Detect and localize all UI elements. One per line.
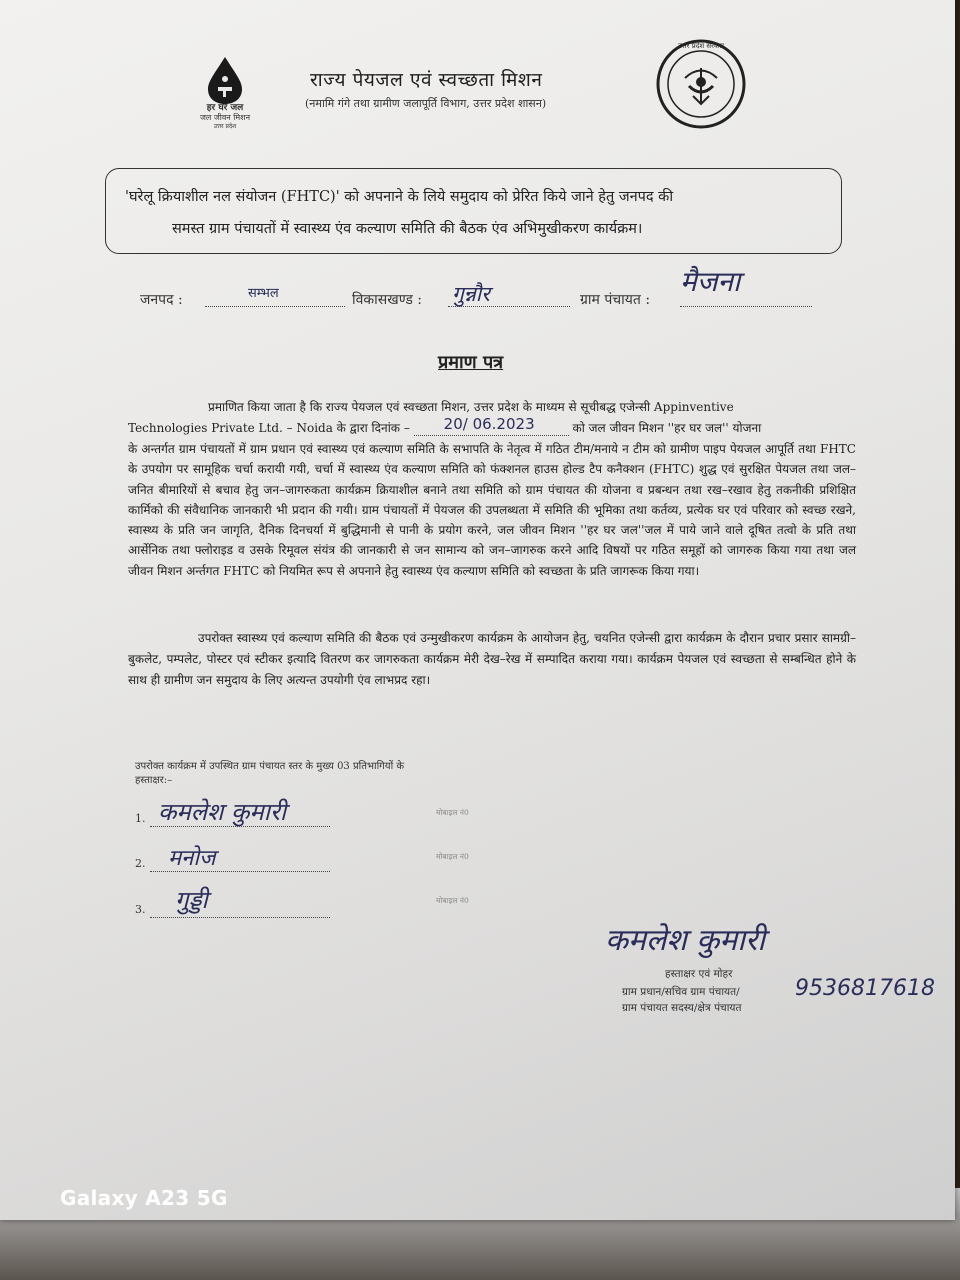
program-title-line2: समस्त ग्राम पंचायतों में स्वास्थ्य एंव कल्याण समिति की बैठक एंव अभिमुखीकरण कार्यक्रम।	[172, 221, 643, 237]
para2-body: उपरोक्त स्वास्थ्य एवं कल्याण समिति की बैठक एवं उन्मुखीकरण कार्यक्रम के आयोजन हेतु, चयनित एजेन्सी द्वारा कार्यक्रम के दौरान प्रचार प्रसार सामग्री–बुकलेट, पम्पलेट, पोस्टर एवं स्टीकर इत्यादि वितरण कर जागरुकता कार्यक्रम मेरी देख–रेख में सम्पादित कराया गया। कार्यक्रम पेयजल एवं स्वच्छता से सम्बन्धित होने के साथ ही ग्रामीण जन समुदाय के लिए अत्यन्त उपयोगी एंव लाभप्रद रहा।	[128, 631, 856, 687]
program-title-box	[105, 168, 842, 254]
gram-panchayat-label: ग्राम पंचायत :	[580, 292, 651, 308]
program-title-line1: 'घरेलू क्रियाशील नल संयोजन (FHTC)' को अपनाने के लिये समुदाय को प्रेरित किये जाने हेतु जनपद की	[125, 189, 674, 205]
signature-row-2-mobile: मोबाइल नं0	[436, 852, 469, 861]
signature-row-1-name: कमलेश कुमारी	[158, 798, 287, 826]
signature-row-2-name: मनोज	[168, 846, 216, 871]
gram-panchayat-value: मैजना	[680, 265, 741, 298]
signature-heading-line2: हस्ताक्षर:–	[135, 775, 173, 786]
header-title: राज्य पेयजल एवं स्वच्छता मिशन	[310, 69, 543, 91]
logo-caption: हर घर जल जल जीवन मिशन उत्तर प्रदेश	[199, 103, 251, 130]
signature-row-3-mobile: मोबाइल नं0	[436, 896, 469, 905]
signature-heading-line1: उपरोक्त कार्यक्रम में उपस्थित ग्राम पंचायत स्तर के मुख्य 03 प्रतिभागियों के	[135, 761, 405, 772]
signature-heading	[135, 760, 535, 788]
signature-row-1-num: 1.	[135, 812, 146, 825]
certificate-heading: प्रमाण पत्र	[438, 352, 504, 373]
vikaskhand-value: गुन्नौर	[452, 282, 490, 306]
vikaskhand-label: विकासखण्ड :	[352, 292, 423, 308]
header-subtitle: (नमामि गंगे तथा ग्रामीण जलापूर्ति विभाग, उत्तर प्रदेश शासन)	[305, 97, 547, 110]
janpad-label: जनपद :	[140, 292, 183, 308]
para1-line2b: को जल जीवन मिशन ''हर घर जल'' योजना	[572, 421, 762, 435]
footer-sign-line2: ग्राम प्रधान/सचिव ग्राम पंचायत/	[622, 986, 740, 998]
para1-line2	[128, 415, 762, 436]
up-government-seal	[655, 38, 747, 130]
footer-sign-line3: ग्राम पंचायत सदस्य/क्षेत्र पंचायत	[622, 1002, 742, 1014]
phone-number: 9536817618	[795, 976, 935, 1001]
footer-sign-line1: हस्ताक्षर एवं मोहर	[665, 968, 733, 980]
seal-text: उत्तर प्रदेश सरकार	[677, 42, 725, 50]
signature-row-3-name: गुड्डी	[175, 886, 208, 914]
para1-line2a: Technologies Private Ltd. – Noida के द्वारा दिनांक –	[128, 421, 410, 435]
janpad-value: सम्भल	[248, 286, 279, 301]
date-value: 20/ 06.2023	[443, 415, 535, 433]
pradhan-signature: कमलेश कुमारी	[605, 923, 766, 958]
date-field	[414, 415, 569, 436]
para1-line1: प्रमाणित किया जाता है कि राज्य पेयजल एवं स्वच्छता मिशन, उत्तर प्रदेश के माध्यम से सूचीबद्ध एजेन्सी Appinventive	[208, 400, 734, 414]
para1-body: के अन्तर्गत ग्राम पंचायतों में ग्राम प्रधान एवं स्वास्थ्य एवं कल्याण समिति के सभापति के नेतृत्व में गठित टीम/मनाये न टीम को ग्रामीण पाइप पेयजल आपूर्ति तथा FHTC के उपयोग पर सामूहिक चर्चा करायी गयी, चर्चा में स्वास्थ्य एंव कल्याण समिति को फंक्शनल हाउस होल्ड टैप कनैक्शन (FHTC) शुद्ध एवं सुरक्षित पेयजल तथा जल–जनित बीमारियों से बचाव हेतु जन–जागरुकता कार्यक्रम क्रियाशील बनाने तथा समिति को ग्राम पंचायत की योजना व प्रबन्धन तथा रख–रखाव हेतु तकनीकी प्रशिक्षित कार्मिको की संवैधानिक जानकारी भी प्रदान की गयी। ग्राम पंचायतों में पेयजल की उपलब्धता में समिति की भूमिका तथा कर्तव्य, प्रत्येक घर एवं परिवार को स्वच्छ रखने, स्वास्थ्य के प्रति जन जागृति, दैनिक दिनचर्या में बुद्धिमानी से पानी के प्रयोग करने, जल जीवन मिशन ''हर घर जल''जल में पाये जाने वाले दूषित तत्वो के प्रति तथा आर्सेनिक तथा फ्लोराइड व उसके रिमूवल संयंत्र की जानकारी से जन सामान्य को जन–जागरुक करने आदि विषयों पर गठित समूहों को जागरुक किया गया तथा जल जीवन मिशन अर्न्तगत FHTC को नियमित रूप से अपनाने हेतु स्वास्थ्य एंव कल्याण समिति को स्वच्छता के प्रति जागरूक किया गया।	[128, 442, 856, 578]
camera-watermark: Galaxy A23 5G	[60, 1186, 228, 1210]
signature-row-3-num: 3.	[135, 903, 146, 916]
signature-row-1-mobile: मोबाइल नं0	[436, 808, 469, 817]
signature-row-2-num: 2.	[135, 857, 146, 870]
